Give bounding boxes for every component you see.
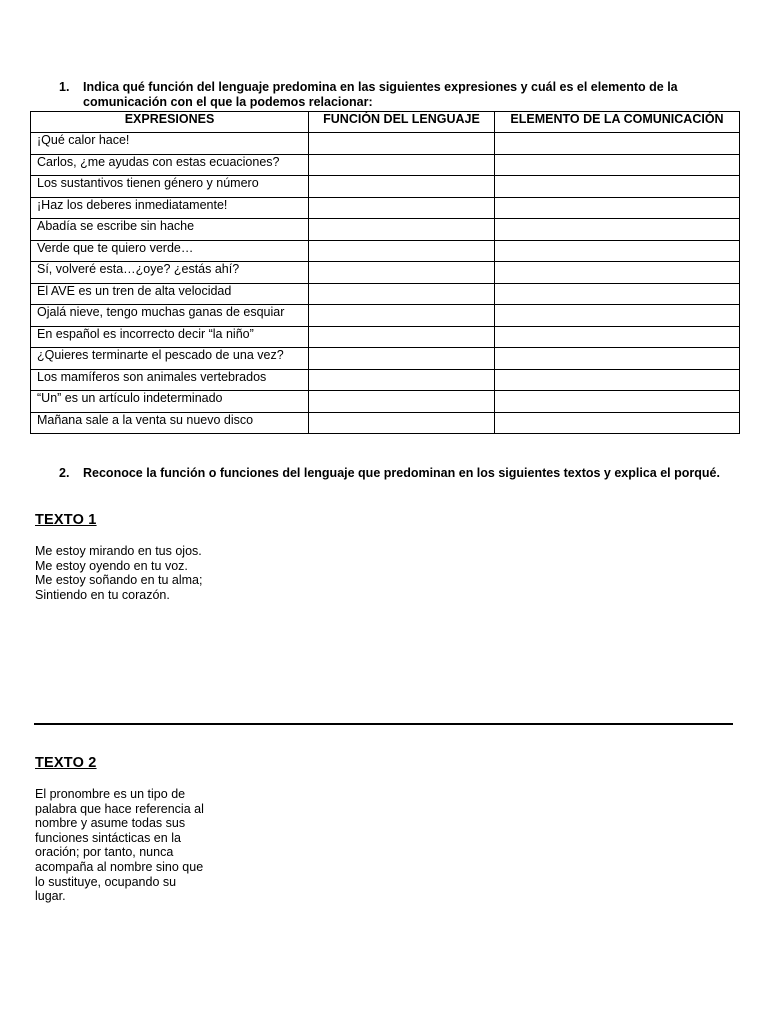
funcion-answer-cell[interactable] (309, 305, 495, 327)
table-row (31, 305, 740, 327)
funcion-answer-cell[interactable] (309, 176, 495, 198)
table-row (31, 326, 740, 348)
elemento-answer-cell[interactable] (495, 305, 740, 327)
texto-1-line: Me estoy oyendo en tu voz. (35, 558, 188, 573)
texto-2-line: oración; por tanto, nunca (35, 845, 174, 860)
funcion-answer-cell[interactable] (309, 240, 495, 262)
elemento-answer-cell[interactable] (495, 176, 740, 198)
funcion-answer-cell[interactable] (309, 412, 495, 434)
texto-2-line: funciones sintácticas en la (35, 830, 181, 845)
funcion-answer-cell[interactable] (309, 326, 495, 348)
expression-cell: ¡Qué calor hace! (31, 133, 309, 155)
elemento-answer-cell[interactable] (495, 283, 740, 305)
funcion-answer-cell[interactable] (309, 348, 495, 370)
table-row (31, 197, 740, 219)
table-header-row (31, 112, 740, 133)
table-row (31, 369, 740, 391)
table-row (31, 240, 740, 262)
funcion-answer-cell[interactable] (309, 369, 495, 391)
expression-cell: ¿Quieres terminarte el pescado de una vez? (31, 348, 309, 370)
elemento-answer-cell[interactable] (495, 240, 740, 262)
expression-cell: Carlos, ¿me ayudas con estas ecuaciones? (31, 154, 309, 176)
header-funcion: FUNCIÓN DEL LENGUAJE (309, 112, 495, 133)
elemento-answer-cell[interactable] (495, 412, 740, 434)
elemento-answer-cell[interactable] (495, 197, 740, 219)
expression-cell: “Un” es un artículo indeterminado (31, 391, 309, 413)
expressions-table (30, 111, 740, 434)
header-expresiones: EXPRESIONES (31, 112, 309, 133)
table-row (31, 412, 740, 434)
elemento-answer-cell[interactable] (495, 262, 740, 284)
expression-cell: Ojalá nieve, tengo muchas ganas de esquiar (31, 305, 309, 327)
expression-cell: Mañana sale a la venta su nuevo disco (31, 412, 309, 434)
funcion-answer-cell[interactable] (309, 262, 495, 284)
answer-divider-line (34, 723, 733, 725)
table-row (31, 348, 740, 370)
texto-2-line: palabra que hace referencia al (35, 801, 204, 816)
question-1-number: 1. (59, 80, 70, 94)
table-row (31, 176, 740, 198)
funcion-answer-cell[interactable] (309, 391, 495, 413)
texto-1-body (35, 544, 285, 602)
table-row (31, 154, 740, 176)
table-row (31, 391, 740, 413)
funcion-answer-cell[interactable] (309, 133, 495, 155)
expression-cell: Verde que te quiero verde… (31, 240, 309, 262)
texto-1-line: Me estoy mirando en tus ojos. (35, 544, 202, 558)
elemento-answer-cell[interactable] (495, 154, 740, 176)
funcion-answer-cell[interactable] (309, 197, 495, 219)
texto-1-heading: TEXTO 1 (35, 512, 97, 528)
elemento-answer-cell[interactable] (495, 369, 740, 391)
table-row (31, 219, 740, 241)
texto-2-line: acompaña al nombre sino que (35, 859, 204, 874)
question-2-text: Reconoce la función o funciones del lenguaje que predominan en los siguientes textos y explica el porqué. (83, 466, 720, 480)
elemento-answer-cell[interactable] (495, 348, 740, 370)
texto-1-line: Me estoy soñando en tu alma; (35, 573, 203, 588)
funcion-answer-cell[interactable] (309, 219, 495, 241)
texto-2-heading: TEXTO 2 (35, 755, 97, 771)
table-row (31, 133, 740, 155)
header-elemento: ELEMENTO DE LA COMUNICACIÓN (495, 112, 740, 133)
texto-2-line: lugar. (35, 889, 66, 904)
expression-cell: Abadía se escribe sin hache (31, 219, 309, 241)
expression-cell: Los mamíferos son animales vertebrados (31, 369, 309, 391)
texto-2-line: lo sustituye, ocupando su (35, 874, 177, 889)
table-row (31, 262, 740, 284)
elemento-answer-cell[interactable] (495, 133, 740, 155)
texto-2-line: nombre y asume todas sus (35, 816, 186, 831)
question-2-number: 2. (59, 466, 70, 480)
table-body (31, 133, 740, 434)
table-row (31, 283, 740, 305)
expression-cell: En español es incorrecto decir “la niño” (31, 326, 309, 348)
expression-cell: Sí, volveré esta…¿oye? ¿estás ahí? (31, 262, 309, 284)
elemento-answer-cell[interactable] (495, 219, 740, 241)
question-1-text: Indica qué función del lenguaje predomina en las siguientes expresiones y cuál es el elemento de la comunicación con el que la podemos relacionar: (83, 80, 678, 109)
texto-2-line: El pronombre es un tipo de (35, 787, 186, 801)
elemento-answer-cell[interactable] (495, 326, 740, 348)
texto-2-body (35, 787, 225, 904)
expression-cell: ¡Haz los deberes inmediatamente! (31, 197, 309, 219)
expression-cell: Los sustantivos tienen género y número (31, 176, 309, 198)
expression-cell: El AVE es un tren de alta velocidad (31, 283, 309, 305)
texto-1-line: Sintiendo en tu corazón. (35, 587, 170, 602)
funcion-answer-cell[interactable] (309, 154, 495, 176)
elemento-answer-cell[interactable] (495, 391, 740, 413)
funcion-answer-cell[interactable] (309, 283, 495, 305)
